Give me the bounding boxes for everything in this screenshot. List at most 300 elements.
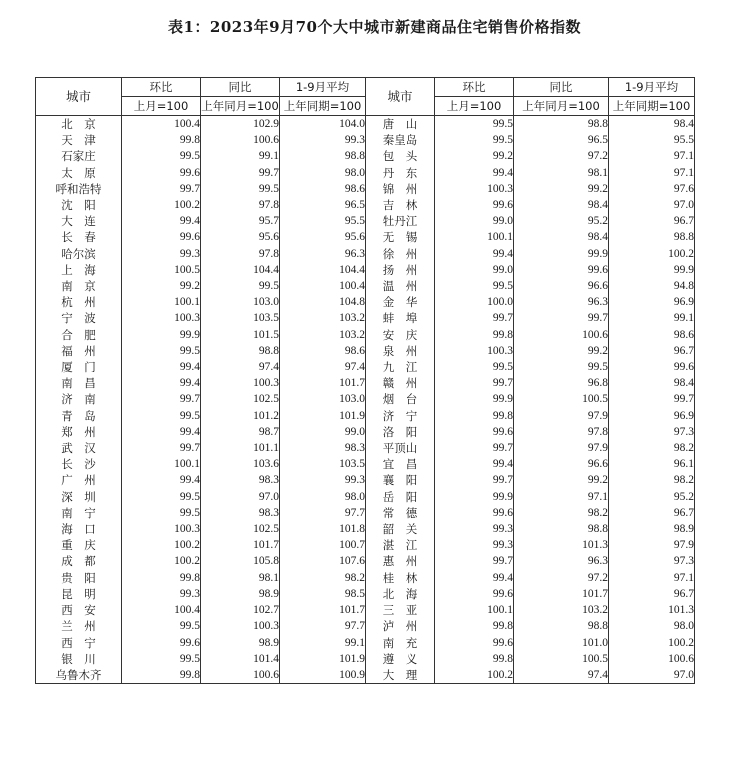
left-yoy-cell: 95.7 xyxy=(201,213,280,229)
left-yoy-cell: 99.1 xyxy=(201,148,280,164)
table-row xyxy=(36,391,695,407)
right-city-cell: 襄 阳 xyxy=(366,472,435,488)
table-row xyxy=(36,181,695,197)
table-row xyxy=(36,472,695,488)
price-index-table xyxy=(35,77,695,684)
left-mom-cell: 99.8 xyxy=(122,570,201,586)
right-avg-cell: 94.8 xyxy=(609,278,695,294)
right-mom-cell: 100.3 xyxy=(435,343,514,359)
right-mom-cell: 99.7 xyxy=(435,375,514,391)
left-mom-cell: 99.5 xyxy=(122,618,201,634)
left-yoy-cell: 97.8 xyxy=(201,246,280,262)
right-city-cell: 三 亚 xyxy=(366,602,435,618)
right-city-cell: 无 锡 xyxy=(366,229,435,245)
left-city-cell: 石家庄 xyxy=(36,148,122,164)
right-city-cell: 泸 州 xyxy=(366,618,435,634)
right-city-cell: 扬 州 xyxy=(366,262,435,278)
right-mom-cell: 99.8 xyxy=(435,327,514,343)
left-city-cell: 贵 阳 xyxy=(36,570,122,586)
left-avg-cell: 104.4 xyxy=(280,262,366,278)
right-yoy-cell: 98.1 xyxy=(514,165,609,181)
right-yoy-cell: 97.4 xyxy=(514,667,609,684)
header-yoy-sub-right: 上年同月=100 xyxy=(514,97,609,116)
left-mom-cell: 99.5 xyxy=(122,148,201,164)
left-yoy-cell: 105.8 xyxy=(201,553,280,569)
left-avg-cell: 100.7 xyxy=(280,537,366,553)
right-yoy-cell: 97.2 xyxy=(514,148,609,164)
left-mom-cell: 100.2 xyxy=(122,197,201,213)
right-avg-cell: 97.3 xyxy=(609,553,695,569)
left-avg-cell: 99.0 xyxy=(280,424,366,440)
right-yoy-cell: 96.6 xyxy=(514,278,609,294)
right-mom-cell: 100.1 xyxy=(435,229,514,245)
left-yoy-cell: 98.9 xyxy=(201,635,280,651)
left-yoy-cell: 101.1 xyxy=(201,440,280,456)
left-avg-cell: 97.7 xyxy=(280,618,366,634)
right-avg-cell: 99.7 xyxy=(609,391,695,407)
right-yoy-cell: 96.3 xyxy=(514,553,609,569)
header-avg-sub-left: 上年同期=100 xyxy=(280,97,366,116)
table-row xyxy=(36,408,695,424)
table-row xyxy=(36,327,695,343)
header-row-top xyxy=(36,78,695,97)
header-mom-sub-right: 上月=100 xyxy=(435,97,514,116)
right-mom-cell: 99.4 xyxy=(435,246,514,262)
left-avg-cell: 103.2 xyxy=(280,327,366,343)
right-city-cell: 常 德 xyxy=(366,505,435,521)
right-avg-cell: 95.5 xyxy=(609,132,695,148)
right-avg-cell: 97.1 xyxy=(609,165,695,181)
right-yoy-cell: 99.7 xyxy=(514,310,609,326)
right-avg-cell: 100.2 xyxy=(609,635,695,651)
left-city-cell: 厦 门 xyxy=(36,359,122,375)
header-yoy-sub-left: 上年同月=100 xyxy=(201,97,280,116)
left-yoy-cell: 99.5 xyxy=(201,181,280,197)
left-avg-cell: 101.8 xyxy=(280,521,366,537)
left-mom-cell: 99.5 xyxy=(122,343,201,359)
right-avg-cell: 98.4 xyxy=(609,375,695,391)
left-city-cell: 南 宁 xyxy=(36,505,122,521)
header-avg-right: 1-9月平均 xyxy=(609,78,695,97)
header-avg-sub-right: 上年同期=100 xyxy=(609,97,695,116)
right-mom-cell: 99.5 xyxy=(435,116,514,133)
left-avg-cell: 101.9 xyxy=(280,408,366,424)
left-avg-cell: 98.6 xyxy=(280,343,366,359)
left-avg-cell: 97.7 xyxy=(280,505,366,521)
right-yoy-cell: 103.2 xyxy=(514,602,609,618)
right-yoy-cell: 101.0 xyxy=(514,635,609,651)
left-city-cell: 郑 州 xyxy=(36,424,122,440)
right-city-cell: 安 庆 xyxy=(366,327,435,343)
left-city-cell: 哈尔滨 xyxy=(36,246,122,262)
left-mom-cell: 100.4 xyxy=(122,116,201,133)
left-yoy-cell: 104.4 xyxy=(201,262,280,278)
right-mom-cell: 99.0 xyxy=(435,262,514,278)
right-city-cell: 济 宁 xyxy=(366,408,435,424)
left-avg-cell: 98.2 xyxy=(280,570,366,586)
right-yoy-cell: 99.2 xyxy=(514,343,609,359)
table-title: 表1：2023年9月70个大中城市新建商品住宅销售价格指数 xyxy=(168,18,581,36)
left-city-cell: 青 岛 xyxy=(36,408,122,424)
right-city-cell: 宜 昌 xyxy=(366,456,435,472)
left-avg-cell: 100.4 xyxy=(280,278,366,294)
right-avg-cell: 97.1 xyxy=(609,570,695,586)
left-mom-cell: 99.9 xyxy=(122,327,201,343)
left-city-cell: 福 州 xyxy=(36,343,122,359)
left-yoy-cell: 100.6 xyxy=(201,132,280,148)
left-mom-cell: 99.6 xyxy=(122,229,201,245)
right-avg-cell: 99.9 xyxy=(609,262,695,278)
right-avg-cell: 97.9 xyxy=(609,537,695,553)
table-row xyxy=(36,635,695,651)
right-avg-cell: 99.1 xyxy=(609,310,695,326)
right-mom-cell: 99.9 xyxy=(435,489,514,505)
right-city-cell: 惠 州 xyxy=(366,553,435,569)
table-row xyxy=(36,553,695,569)
right-yoy-cell: 98.2 xyxy=(514,505,609,521)
header-city-right: 城市 xyxy=(366,78,435,116)
left-avg-cell: 104.0 xyxy=(280,116,366,133)
left-city-cell: 乌鲁木齐 xyxy=(36,667,122,684)
right-yoy-cell: 97.1 xyxy=(514,489,609,505)
left-city-cell: 南 昌 xyxy=(36,375,122,391)
left-yoy-cell: 99.7 xyxy=(201,165,280,181)
right-yoy-cell: 98.8 xyxy=(514,116,609,133)
table-row xyxy=(36,148,695,164)
right-city-cell: 烟 台 xyxy=(366,391,435,407)
left-avg-cell: 96.3 xyxy=(280,246,366,262)
left-mom-cell: 99.4 xyxy=(122,472,201,488)
left-yoy-cell: 103.6 xyxy=(201,456,280,472)
left-avg-cell: 101.7 xyxy=(280,375,366,391)
left-yoy-cell: 101.5 xyxy=(201,327,280,343)
right-mom-cell: 99.3 xyxy=(435,521,514,537)
left-avg-cell: 103.2 xyxy=(280,310,366,326)
left-city-cell: 海 口 xyxy=(36,521,122,537)
table-row xyxy=(36,521,695,537)
right-city-cell: 金 华 xyxy=(366,294,435,310)
right-yoy-cell: 97.8 xyxy=(514,424,609,440)
right-city-cell: 锦 州 xyxy=(366,181,435,197)
left-yoy-cell: 98.3 xyxy=(201,505,280,521)
header-avg-left: 1-9月平均 xyxy=(280,78,366,97)
left-avg-cell: 97.4 xyxy=(280,359,366,375)
right-mom-cell: 99.8 xyxy=(435,618,514,634)
left-yoy-cell: 101.2 xyxy=(201,408,280,424)
left-avg-cell: 101.9 xyxy=(280,651,366,667)
left-yoy-cell: 95.6 xyxy=(201,229,280,245)
right-avg-cell: 96.7 xyxy=(609,213,695,229)
table-row xyxy=(36,537,695,553)
left-city-cell: 南 京 xyxy=(36,278,122,294)
left-avg-cell: 98.3 xyxy=(280,440,366,456)
left-yoy-cell: 98.8 xyxy=(201,343,280,359)
left-mom-cell: 99.3 xyxy=(122,586,201,602)
table-row xyxy=(36,213,695,229)
left-mom-cell: 100.3 xyxy=(122,521,201,537)
left-avg-cell: 98.0 xyxy=(280,489,366,505)
table-row xyxy=(36,343,695,359)
left-avg-cell: 100.9 xyxy=(280,667,366,684)
left-yoy-cell: 98.1 xyxy=(201,570,280,586)
left-yoy-cell: 97.8 xyxy=(201,197,280,213)
left-city-cell: 西 宁 xyxy=(36,635,122,651)
right-yoy-cell: 99.6 xyxy=(514,262,609,278)
left-city-cell: 武 汉 xyxy=(36,440,122,456)
left-city-cell: 大 连 xyxy=(36,213,122,229)
left-mom-cell: 99.4 xyxy=(122,424,201,440)
left-mom-cell: 99.7 xyxy=(122,391,201,407)
left-yoy-cell: 98.9 xyxy=(201,586,280,602)
right-mom-cell: 99.4 xyxy=(435,570,514,586)
left-avg-cell: 98.6 xyxy=(280,181,366,197)
table-row xyxy=(36,440,695,456)
left-mom-cell: 99.5 xyxy=(122,408,201,424)
right-yoy-cell: 97.9 xyxy=(514,440,609,456)
left-avg-cell: 95.5 xyxy=(280,213,366,229)
right-avg-cell: 97.0 xyxy=(609,197,695,213)
table-row xyxy=(36,246,695,262)
left-city-cell: 呼和浩特 xyxy=(36,181,122,197)
right-avg-cell: 97.1 xyxy=(609,148,695,164)
header-yoy-left: 同比 xyxy=(201,78,280,97)
right-mom-cell: 100.3 xyxy=(435,181,514,197)
table-row xyxy=(36,197,695,213)
left-yoy-cell: 102.5 xyxy=(201,391,280,407)
left-avg-cell: 98.8 xyxy=(280,148,366,164)
right-yoy-cell: 99.5 xyxy=(514,359,609,375)
left-mom-cell: 100.2 xyxy=(122,553,201,569)
right-city-cell: 遵 义 xyxy=(366,651,435,667)
left-mom-cell: 99.2 xyxy=(122,278,201,294)
table-row xyxy=(36,375,695,391)
right-city-cell: 岳 阳 xyxy=(366,489,435,505)
right-mom-cell: 99.4 xyxy=(435,165,514,181)
right-yoy-cell: 99.2 xyxy=(514,472,609,488)
right-yoy-cell: 95.2 xyxy=(514,213,609,229)
right-city-cell: 洛 阳 xyxy=(366,424,435,440)
left-city-cell: 西 安 xyxy=(36,602,122,618)
right-yoy-cell: 98.8 xyxy=(514,521,609,537)
table-row xyxy=(36,489,695,505)
left-mom-cell: 100.4 xyxy=(122,602,201,618)
left-city-cell: 长 春 xyxy=(36,229,122,245)
left-avg-cell: 96.5 xyxy=(280,197,366,213)
left-yoy-cell: 102.9 xyxy=(201,116,280,133)
right-city-cell: 湛 江 xyxy=(366,537,435,553)
left-yoy-cell: 101.4 xyxy=(201,651,280,667)
left-mom-cell: 99.7 xyxy=(122,440,201,456)
right-city-cell: 韶 关 xyxy=(366,521,435,537)
left-yoy-cell: 103.5 xyxy=(201,310,280,326)
right-mom-cell: 99.6 xyxy=(435,635,514,651)
table-row xyxy=(36,310,695,326)
right-city-cell: 赣 州 xyxy=(366,375,435,391)
right-yoy-cell: 96.3 xyxy=(514,294,609,310)
right-mom-cell: 99.8 xyxy=(435,408,514,424)
right-mom-cell: 99.7 xyxy=(435,310,514,326)
right-city-cell: 包 头 xyxy=(366,148,435,164)
left-city-cell: 济 南 xyxy=(36,391,122,407)
table-row xyxy=(36,294,695,310)
left-city-cell: 重 庆 xyxy=(36,537,122,553)
right-mom-cell: 99.5 xyxy=(435,278,514,294)
table-row xyxy=(36,602,695,618)
right-mom-cell: 100.2 xyxy=(435,667,514,684)
left-mom-cell: 100.5 xyxy=(122,262,201,278)
left-city-cell: 广 州 xyxy=(36,472,122,488)
left-mom-cell: 99.5 xyxy=(122,489,201,505)
header-row-sub xyxy=(36,97,695,116)
right-city-cell: 九 江 xyxy=(366,359,435,375)
right-avg-cell: 97.3 xyxy=(609,424,695,440)
left-avg-cell: 104.8 xyxy=(280,294,366,310)
right-yoy-cell: 99.9 xyxy=(514,246,609,262)
table-row xyxy=(36,262,695,278)
left-city-cell: 天 津 xyxy=(36,132,122,148)
right-mom-cell: 99.5 xyxy=(435,132,514,148)
right-city-cell: 丹 东 xyxy=(366,165,435,181)
right-city-cell: 桂 林 xyxy=(366,570,435,586)
right-yoy-cell: 96.8 xyxy=(514,375,609,391)
right-city-cell: 大 理 xyxy=(366,667,435,684)
left-yoy-cell: 100.3 xyxy=(201,618,280,634)
right-avg-cell: 98.2 xyxy=(609,472,695,488)
table-row xyxy=(36,505,695,521)
left-city-cell: 北 京 xyxy=(36,116,122,133)
left-mom-cell: 99.4 xyxy=(122,213,201,229)
table-row xyxy=(36,618,695,634)
right-city-cell: 吉 林 xyxy=(366,197,435,213)
right-avg-cell: 99.6 xyxy=(609,359,695,375)
right-avg-cell: 96.1 xyxy=(609,456,695,472)
right-yoy-cell: 100.6 xyxy=(514,327,609,343)
table-row xyxy=(36,667,695,684)
right-mom-cell: 99.7 xyxy=(435,472,514,488)
header-mom-right: 环比 xyxy=(435,78,514,97)
left-city-cell: 兰 州 xyxy=(36,618,122,634)
right-mom-cell: 99.6 xyxy=(435,197,514,213)
right-yoy-cell: 97.9 xyxy=(514,408,609,424)
right-yoy-cell: 101.3 xyxy=(514,537,609,553)
left-avg-cell: 95.6 xyxy=(280,229,366,245)
right-yoy-cell: 98.4 xyxy=(514,229,609,245)
right-mom-cell: 99.6 xyxy=(435,505,514,521)
right-city-cell: 徐 州 xyxy=(366,246,435,262)
header-city-left: 城市 xyxy=(36,78,122,116)
left-avg-cell: 99.3 xyxy=(280,132,366,148)
table-row xyxy=(36,132,695,148)
right-avg-cell: 100.2 xyxy=(609,246,695,262)
left-mom-cell: 100.1 xyxy=(122,294,201,310)
left-city-cell: 成 都 xyxy=(36,553,122,569)
right-avg-cell: 98.4 xyxy=(609,116,695,133)
right-avg-cell: 96.9 xyxy=(609,294,695,310)
right-avg-cell: 97.0 xyxy=(609,667,695,684)
left-mom-cell: 100.1 xyxy=(122,456,201,472)
left-mom-cell: 99.8 xyxy=(122,132,201,148)
right-avg-cell: 96.7 xyxy=(609,505,695,521)
right-city-cell: 南 充 xyxy=(366,635,435,651)
right-avg-cell: 98.8 xyxy=(609,229,695,245)
right-city-cell: 泉 州 xyxy=(366,343,435,359)
left-yoy-cell: 97.0 xyxy=(201,489,280,505)
right-avg-cell: 98.9 xyxy=(609,521,695,537)
right-avg-cell: 98.6 xyxy=(609,327,695,343)
right-city-cell: 唐 山 xyxy=(366,116,435,133)
left-avg-cell: 103.5 xyxy=(280,456,366,472)
right-avg-cell: 96.9 xyxy=(609,408,695,424)
left-mom-cell: 100.2 xyxy=(122,537,201,553)
left-yoy-cell: 97.4 xyxy=(201,359,280,375)
left-city-cell: 杭 州 xyxy=(36,294,122,310)
table-row xyxy=(36,116,695,133)
table-row xyxy=(36,456,695,472)
left-city-cell: 合 肥 xyxy=(36,327,122,343)
right-avg-cell: 100.6 xyxy=(609,651,695,667)
left-avg-cell: 98.0 xyxy=(280,165,366,181)
right-city-cell: 牡丹江 xyxy=(366,213,435,229)
right-avg-cell: 96.7 xyxy=(609,586,695,602)
left-yoy-cell: 98.7 xyxy=(201,424,280,440)
right-city-cell: 平顶山 xyxy=(366,440,435,456)
right-yoy-cell: 100.5 xyxy=(514,651,609,667)
right-yoy-cell: 98.8 xyxy=(514,618,609,634)
right-yoy-cell: 98.4 xyxy=(514,197,609,213)
left-yoy-cell: 101.7 xyxy=(201,537,280,553)
table-body xyxy=(36,116,695,684)
left-yoy-cell: 100.3 xyxy=(201,375,280,391)
table-row xyxy=(36,165,695,181)
left-yoy-cell: 100.6 xyxy=(201,667,280,684)
left-avg-cell: 99.3 xyxy=(280,472,366,488)
right-yoy-cell: 97.2 xyxy=(514,570,609,586)
right-mom-cell: 99.6 xyxy=(435,424,514,440)
right-avg-cell: 101.3 xyxy=(609,602,695,618)
left-mom-cell: 99.4 xyxy=(122,375,201,391)
right-city-cell: 蚌 埠 xyxy=(366,310,435,326)
left-city-cell: 沈 阳 xyxy=(36,197,122,213)
table-row xyxy=(36,651,695,667)
right-yoy-cell: 101.7 xyxy=(514,586,609,602)
left-city-cell: 太 原 xyxy=(36,165,122,181)
header-yoy-right: 同比 xyxy=(514,78,609,97)
right-avg-cell: 98.2 xyxy=(609,440,695,456)
header-mom-sub-left: 上月=100 xyxy=(122,97,201,116)
right-mom-cell: 99.2 xyxy=(435,148,514,164)
right-yoy-cell: 99.2 xyxy=(514,181,609,197)
right-yoy-cell: 96.6 xyxy=(514,456,609,472)
table-row xyxy=(36,586,695,602)
left-avg-cell: 98.5 xyxy=(280,586,366,602)
table-row xyxy=(36,229,695,245)
right-city-cell: 北 海 xyxy=(366,586,435,602)
right-avg-cell: 98.0 xyxy=(609,618,695,634)
left-avg-cell: 103.0 xyxy=(280,391,366,407)
right-avg-cell: 97.6 xyxy=(609,181,695,197)
right-yoy-cell: 96.5 xyxy=(514,132,609,148)
left-city-cell: 深 圳 xyxy=(36,489,122,505)
right-mom-cell: 99.5 xyxy=(435,359,514,375)
right-yoy-cell: 100.5 xyxy=(514,391,609,407)
right-mom-cell: 99.7 xyxy=(435,553,514,569)
left-yoy-cell: 103.0 xyxy=(201,294,280,310)
right-mom-cell: 99.8 xyxy=(435,651,514,667)
left-avg-cell: 107.6 xyxy=(280,553,366,569)
right-mom-cell: 99.4 xyxy=(435,456,514,472)
right-city-cell: 秦皇岛 xyxy=(366,132,435,148)
left-avg-cell: 101.7 xyxy=(280,602,366,618)
